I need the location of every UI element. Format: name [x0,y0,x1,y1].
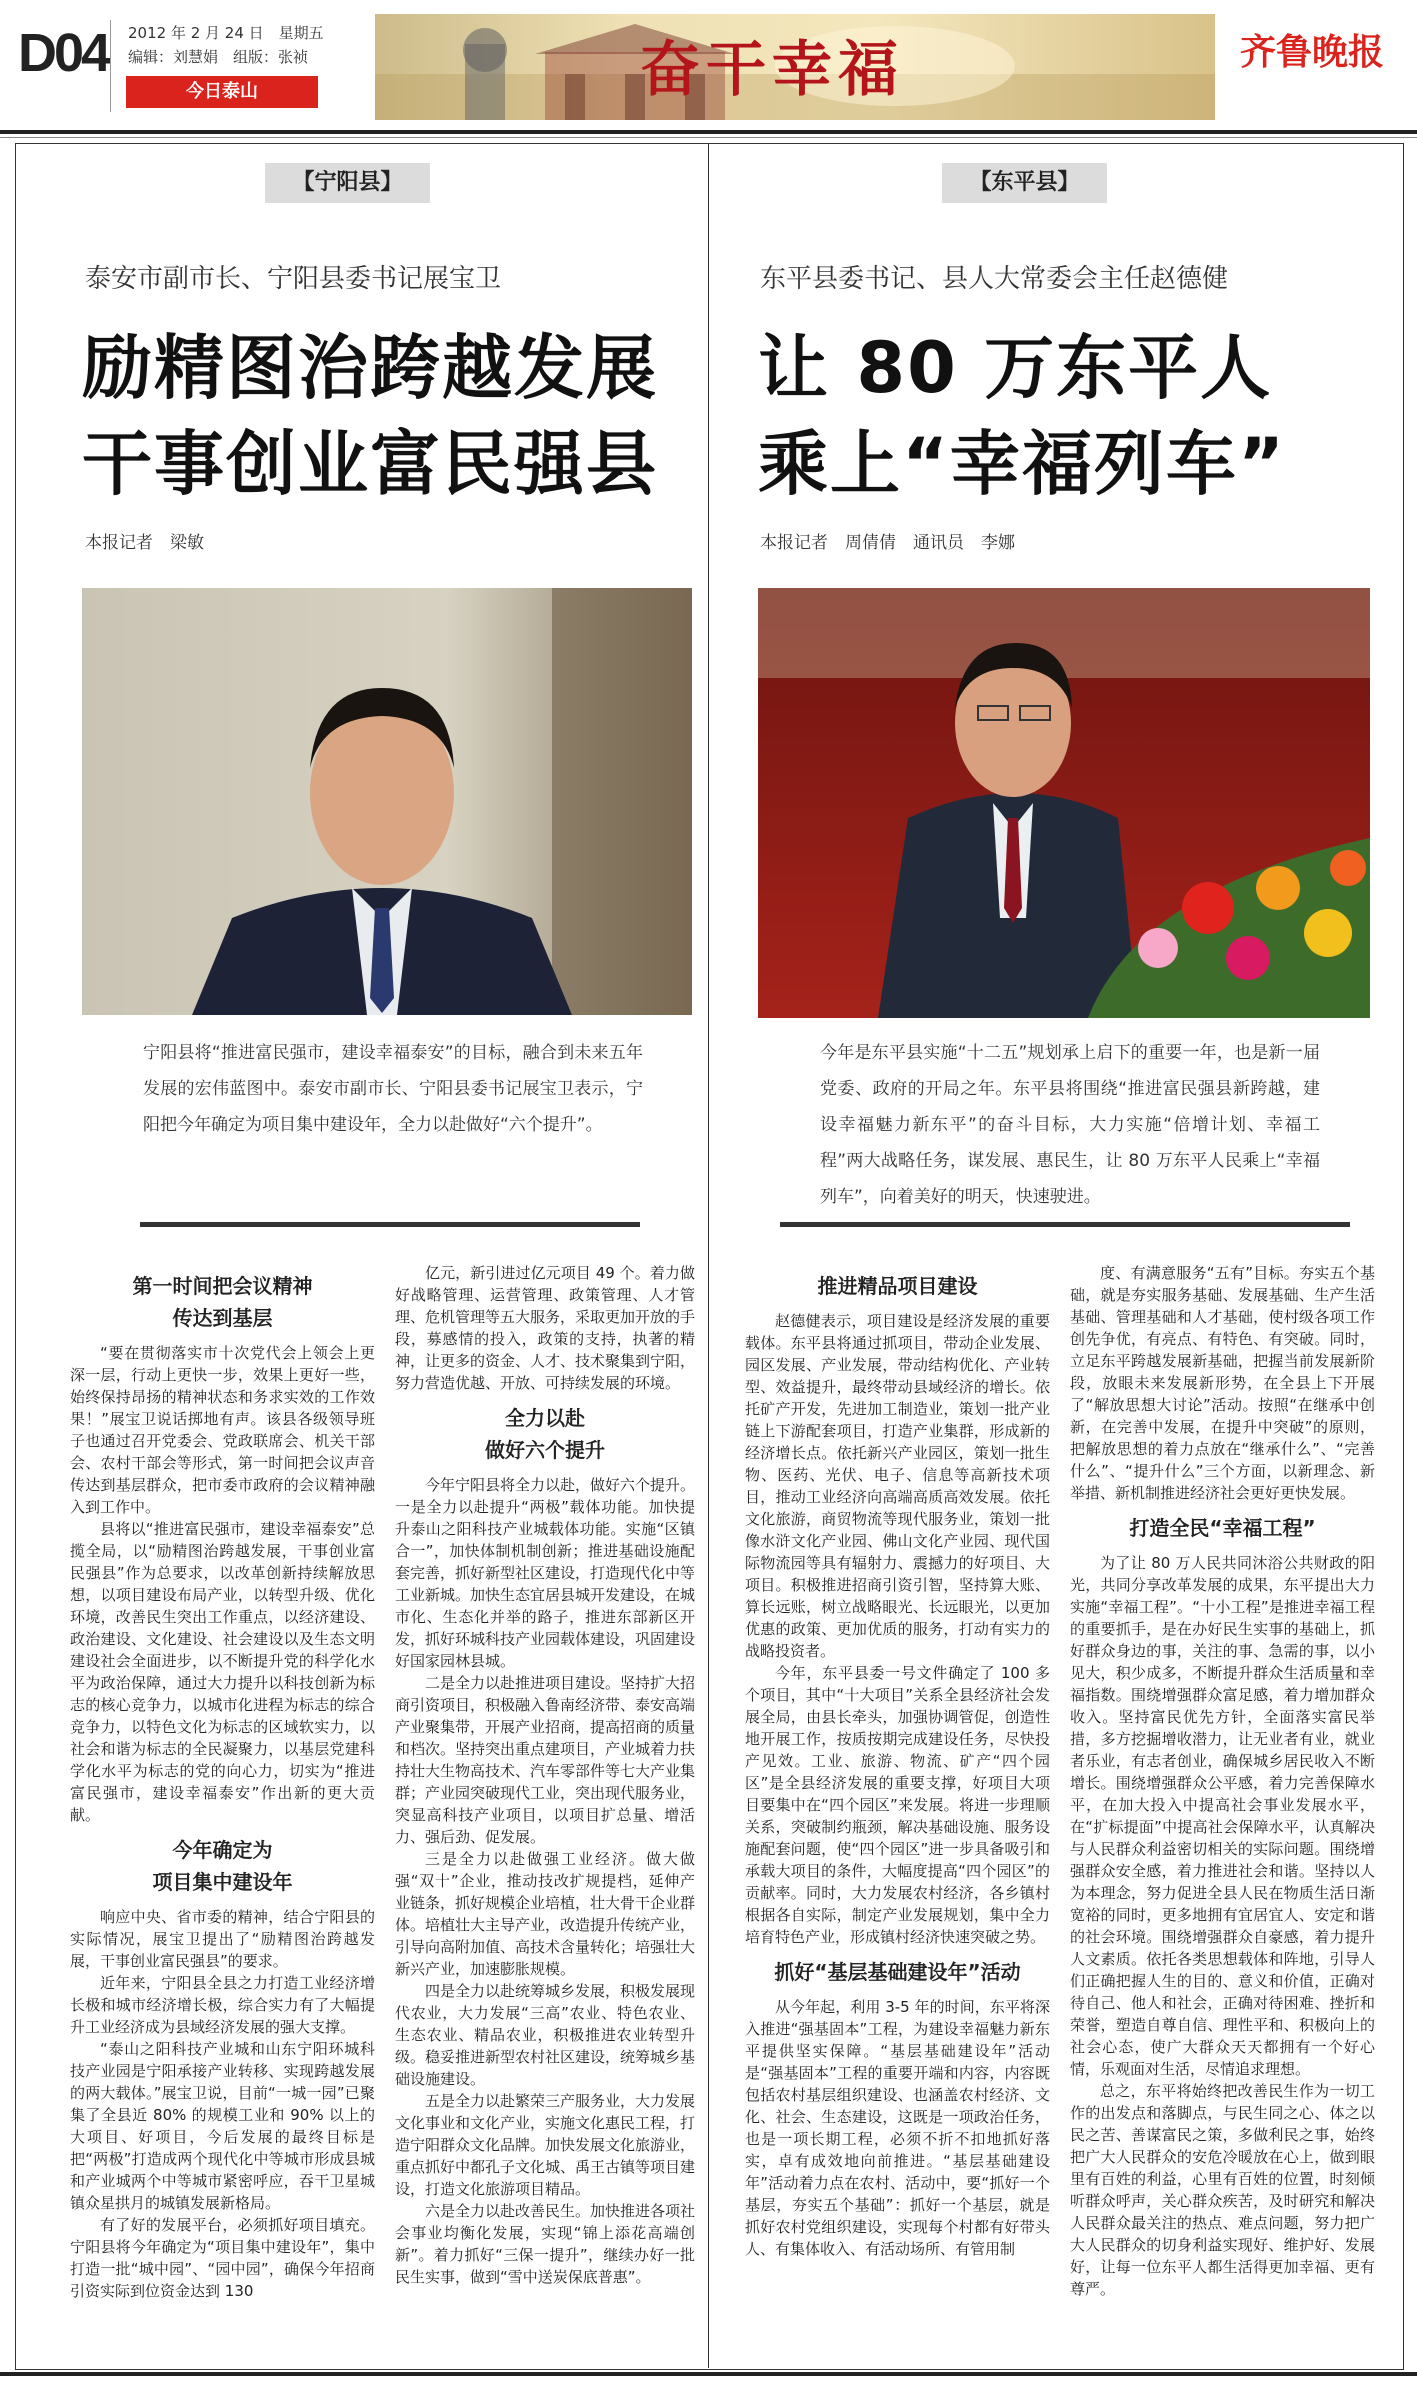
section-label: 今日泰山 [126,76,318,108]
body-paragraph: 二是全力以赴推进项目建设。坚持扩大招商引资项目，积极融入鲁南经济带、泰安高端产业聚集带，开展产业招商，提高招商的质量和档次。坚持突出重点建项目，产业城着力扶持壮大生物高技术、汽车零部件等七大产业集群；产业园突破现代工业，突出现代服务业，突显高科技产业项目，以项目扩总量、增活力、强后劲、促发展。 [395,1674,696,1846]
section-heading: 打造全民“幸福工程” [1129,1516,1316,1540]
body-paragraph: 五是全力以赴繁荣三产服务业，大力发展文化事业和文化产业，实施文化惠民工程，打造宁阳群众文化品牌。加快发展文化旅游业，重点抓好中都孔子文化城、禹王古镇等项目建设，打造文化旅游项目精品。 [395,2092,696,2198]
body-paragraph: 今年，东平县委一号文件确定了 100 多个项目，其中“十大项目”关系全县经济社会发展全局，由县长牵头，加强协调管促，创造性地开展工作，按质按期完成建设任务，尽快投产见效。工业、旅游、物流、矿产“四个园区”是全县经济发展的重要支撑，好项目大项目要集中在“四个园区”来发展。将进一步理顺关系，突破制约瓶颈，解决基础设施、服务设施配套问题，使“四个园区”进一步具备吸引和承载大项目的条件，大幅度提高“四个园区”的贡献率。同时，大力发展农村经济，各乡镇村根据各自实际，制定产业发展规划，集中全力培育特色产业，形成镇村经济快速突破之势。 [745,1664,1050,1946]
lead-separator [140,1222,640,1227]
masthead [0,0,1417,135]
speaker-photo [758,588,1370,1018]
county-tag: 【东平县】 [942,163,1107,203]
speaker-photo-graphic [758,588,1370,1018]
byline: 本报记者 梁敏 [85,533,204,553]
section-heading: 今年确定为 项目集中建设年 [152,1838,293,1894]
article-subtitle: 东平县委书记、县人大常委会主任赵德健 [760,264,1229,294]
body-paragraph: 赵德健表示，项目建设是经济发展的重要载体。东平县将通过抓项目，带动企业发展、园区发展、产业发展，带动结构优化、产业转型、效益提升，最终带动县域经济的增长。依托矿产开发，先进加工制造业，策划一批产业链上下游配套项目，打造产业集群，形成新的经济增长点。依托新兴产业园区，策划一批生物、医药、光伏、电子、信息等高新技术项目，推动工业经济向高端高质高效发展。依托文化旅游，商贸物流等现代服务业，策划一批像水浒文化产业园、佛山文化产业园、现代国际物流园等具有辐射力、震撼力的好项目、大项目。积极推进招商引资引智，坚持算大账、算长远账，树立战略眼光、长远眼光，以更加优惠的政策、更加优质的服务，打动有实力的战略投资者。 [745,1312,1050,1660]
county-tag: 【宁阳县】 [265,163,430,203]
left-column-2 [395,1262,695,2288]
lead-paragraph: 宁阳县将“推进富民强市，建设幸福泰安”的目标，融合到未来五年发展的宏伟蓝图中。泰安市副市长、宁阳县委书记展宝卫表示，宁阳把今年确定为项目集中建设年，全力以赴做好“六个提升”。 [143,1043,643,1135]
page-number: D04 [18,23,109,83]
body-paragraph: 四是全力以赴统筹城乡发展，积极发展现代农业，大力发展“三高”农业、特色农业、生态农业、精品农业，积极推进农业转型升级。稳妥推进新型农村社区建设，统筹城乡基础设施建设。 [395,1982,696,2088]
body-paragraph: 县将以“推进富民强市，建设幸福泰安”总揽全局，以“励精图治跨越发展，干事创业富民强县”作为总要求，以改革创新持续解放思想，以项目建设布局产业，以转型升级、优化环境，改善民生突出工作重点，以经济建设、政治建设、文化建设、社会建设以及生态文明建设社会全面进步，以不断提升党的科学化水平为政治保障，通过大力提升以科技创新为标志的核心竞争力，以城市化进程为标志的综合竞争力，以特色文化为标志的区域软实力，以社会和谐为标志的全民凝聚力，以基层党建科学化水平为标志的党的向心力，切实为“推进富民强市，建设幸福泰安”作出新的更大贡献。 [70,1520,375,1824]
right-column-2 [1070,1262,1375,2300]
headline-line-2: 乘上“幸福列车” [758,423,1287,505]
body-paragraph: 六是全力以赴改善民生。加快推进各项社会事业均衡化发展，实现“锦上添花高端创新”。着力抓好“三保一提升”，继续办好一批民生实事，做到“雪中送炭保底普惠”。 [395,2202,696,2286]
article-subtitle: 泰安市副市长、宁阳县委书记展宝卫 [85,264,502,294]
left-column-1 [70,1262,375,2302]
body-paragraph: 三是全力以赴做强工业经济。做大做强“双十”企业，推动技改扩规提档，延伸产业链条，抓好规模企业培植，壮大骨干企业群体。培植壮大主导产业，改造提升传统产业，引导向高附加值、高技术含量转化；培强壮大新兴产业，加速膨胀规模。 [395,1850,696,1978]
body-paragraph: 度、有满意服务“五有”目标。夯实五个基础，就是夯实服务基础、发展基础、生产生活基础、管理基础和人才基础，使村级各项工作创先争优，有亮点、有特色、有突破。同时，立足东平跨越发展新基础，把握当前发展新阶段，放眼未来发展新形势，在全县上下开展了“解放思想大讨论”活动。按照“在继承中创新，在完善中发展，在提升中突破”的原则，把解放思想的着力点放在“继承什么”、“完善什么”、“提升什么”三个方面，以新理念、新举措、新机制推进经济社会更好更快发展。 [1070,1264,1375,1502]
body-paragraph: 有了好的发展平台，必须抓好项目填充。宁阳县将今年确定为“项目集中建设年”，集中打造一批“城中园”、“园中园”，确保今年招商引资实际到位资金达到 130 [70,2216,375,2300]
footer-rule [0,2372,1417,2376]
article-headline [82,320,692,512]
lead-separator [780,1222,1350,1227]
column-divider [708,143,709,2368]
headline-line-1: 励精图治跨越发展 [82,327,658,409]
masthead-divider [110,20,111,112]
byline: 本报记者 周倩倩 通讯员 李娜 [760,533,1015,553]
masthead-thin-rule [0,137,1417,138]
body-paragraph: 为了让 80 万人民共同沐浴公共财政的阳光，共同分享改革发展的成果，东平提出大力实施“幸福工程”。“十小工程”是推进幸福工程的重要抓手，是在办好民生实事的基础上，抓好群众身边的事，关注的事、急需的事，以小见大，积少成多，不断提升群众生活质量和幸福指数。围绕增强群众富足感，着力增加群众收入。坚持富民优先方针，全面落实富民举措，多方挖掘增收潜力，让无业者有业，就业者乐业，有志者创业，确保城乡居民收入不断增长。围绕增强群众公平感，着力完善保障水平，在加大投入中提高社会事业发展水平，在“扩标提面”中提高社会保障水平，认真解决与人民群众利益密切相关的实际问题。围绕增强群众安全感，着力推进社会和谐。坚持以人为本理念，努力促进全县人民在物质生活日渐宽裕的同时，更多地拥有宜居宜人、安定和谐的社会环境。围绕增强群众自豪感，着力提升人文素质。依托各类思想载体和阵地，引导人们正确把握人生的目的、意义和价值，正确对待自己、他人和社会，正确对待困难、挫折和荣誉，塑造自尊自信、理性平和、积极向上的社会心态，使广大群众天天都拥有一个好心情，乐观面对生活，尽情追求理想。 [1070,1554,1375,2078]
section-heading: 抓好“基层基础建设年”活动 [774,1960,1021,1984]
portrait-photo-graphic [82,588,692,1015]
body-paragraph: 从今年起，利用 3-5 年的时间，东平将深入推进“强基固本”工程，为建设幸福魅力新东平提供坚实保障。“基层基础建设年”活动是“强基固本”工程的重要开端和内容，内容既包括农村基层组织建设、也涵盖农村经济、文化、社会、生态建设，这既是一项政治任务，也是一项长期工程，必须不折不扣地抓好落实，卓有成效地向前推进。“基层基础建设年”活动着力点在农村、活动中，要“抓好一个基层，夯实五个基础”：抓好一个基层，就是抓好农村党组织建设，实现每个村都有好带头人、有集体收入、有活动场所、有管用制 [745,1998,1050,2258]
body-paragraph: 总之，东平将始终把改善民生作为一切工作的出发点和落脚点，与民生同之心、体之以民之苦、善谋富民之策，多做利民之事，始终把广大人民群众的安危冷暖放在心上，做到眼里有百姓的利益，心里有百姓的位置，时刻倾听群众呼声，关心群众疾苦，及时研究和解决人民群众最关注的热点、难点问题，努力把广大人民群众的切身利益实现好、维护好、发展好，让每一位东平人都生活得更加幸福、更有尊严。 [1070,2082,1375,2298]
portrait-photo [82,588,692,1015]
section-heading: 推进精品项目建设 [817,1274,978,1298]
article-headline [758,320,1378,512]
section-heading: 第一时间把会议精神 传达到基层 [132,1274,313,1330]
headline-line-2: 干事创业富民强县 [82,423,658,505]
right-column-1 [745,1262,1050,2260]
section-heading: 全力以赴 做好六个提升 [485,1406,605,1462]
body-paragraph: 今年宁阳县将全力以赴，做好六个提升。一是全力以赴提升“两极”载体功能。加快提升泰山之阳科技产业城载体功能。实施“区镇合一”，加快体制机制创新；推进基础设施配套完善，抓好新型社区建设，打造现代化中等工业新城。加快生态宜居县城开发建设，在城市化、生态化并举的路子，推进东部新区开发，抓好环城科技产业园载体建设，巩固建设好国家园林县城。 [395,1476,696,1670]
lead-paragraph: 今年是东平县实施“十二五”规划承上启下的重要一年，也是新一届党委、政府的开局之年。东平县将围绕“推进富民强县新跨越，建设幸福魅力新东平”的奋斗目标，大力实施“倍增计划、幸福工程”两大战略任务，谋发展、惠民生，让 80 万东平人民乘上“幸福列车”，向着美好的明天，快速驶进。 [820,1043,1320,1207]
issue-date: 2012 年 2 月 24 日 星期五 [128,24,324,42]
body-paragraph: “泰山之阳科技产业城和山东宁阳环城科技产业园是宁阳承接产业转移、实现跨越发展的两大载体。”展宝卫说，目前“一城一园”已聚集了全县近 80% 的规模工业和 90% 以上的大项目、好项目，今后发展的最终目标是把“两极”打造成两个现代化中等城市形成县城和产业城两个中等城市紧密呼应，吞干卫星城镇众星拱月的城镇发展新格局。 [70,2040,375,2212]
body-paragraph: 近年来，宁阳县全县之力打造工业经济增长极和城市经济增长极，综合实力有了大幅提升工业经济成为县域经济发展的强大支撑。 [70,1974,375,2036]
editors-credit: 编辑：刘慧娟 组版：张祯 [128,48,309,66]
body-paragraph: 亿元，新引进过亿元项目 49 个。着力做好战略管理、运营管理、政策管理、人才管理、危机管理等五大服务，采取更加开放的手段，募感情的投入，政策的支持，执著的精神，让更多的资金、人才、技术聚集到宁阳，努力营造优越、开放、可持续发展的环境。 [395,1264,696,1392]
newspaper-logo: 齐鲁晚报 [1240,31,1385,73]
body-paragraph: 响应中央、省市委的精神，结合宁阳县的实际情况，展宝卫提出了“励精图治跨越发展，干事创业富民强县”的要求。 [70,1908,375,1970]
body-paragraph: “要在贯彻落实市十次党代会上领会上更深一层，行动上更快一步，效果上更好一些，始终保持昂扬的精神状态和务求实效的工作效果！”展宝卫说话掷地有声。该县各级领导班子也通过召开党委会、党政联席会、机关干部会、农村干部会等形式，第一时间把会议声音传达到基层群众，把市委市政府的会议精神融入到工作中。 [70,1344,375,1516]
masthead-rule [0,130,1417,134]
banner-title: 奋干幸福 [640,35,904,105]
headline-line-1: 让 80 万东平人 [758,327,1273,409]
